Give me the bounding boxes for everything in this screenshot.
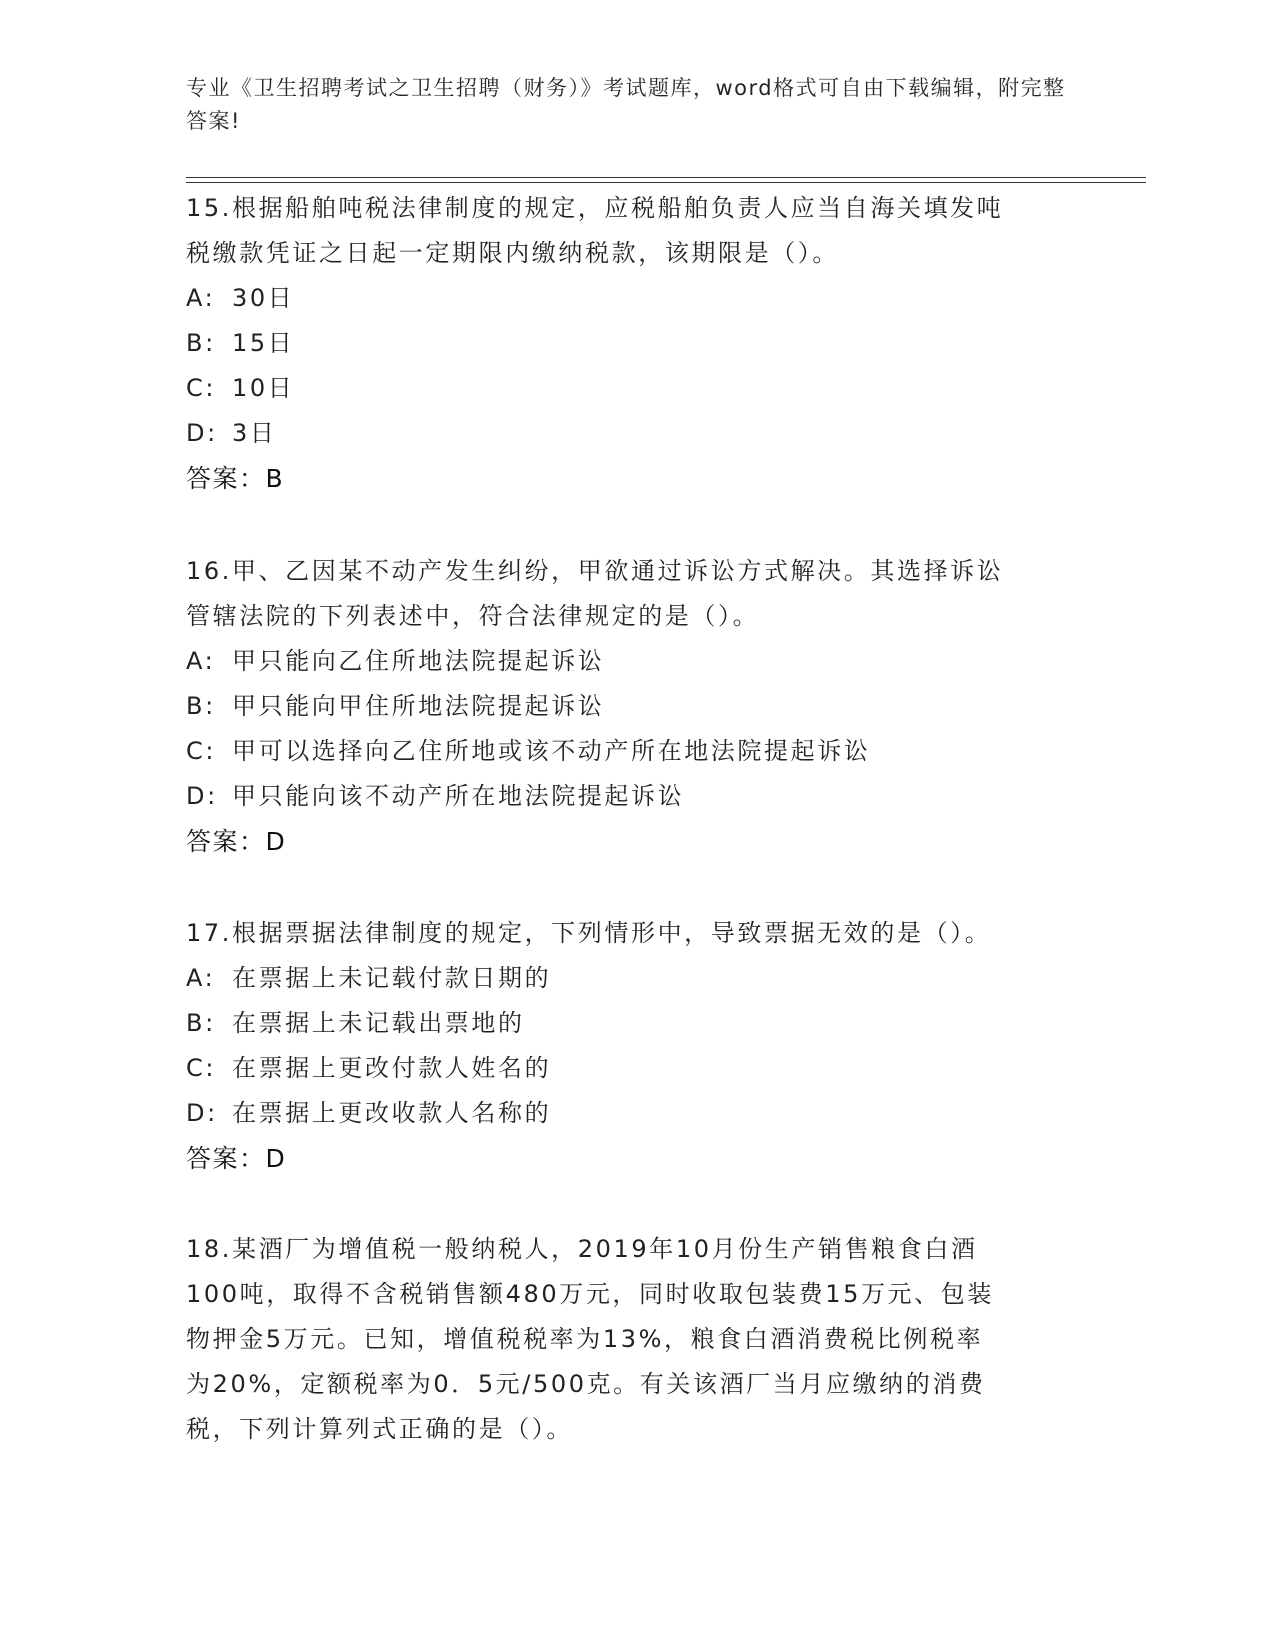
question-18 (186, 1227, 1066, 1452)
question-stem-line: 物押金5万元。已知，增值税税率为13%，粮食白酒消费税比例税率 (186, 1325, 984, 1353)
question-stem-line: 管辖法院的下列表述中，符合法律规定的是（）。 (186, 602, 760, 630)
question-stem-line: 税，下列计算列式正确的是（）。 (186, 1415, 573, 1443)
question-stem-line: 100吨，取得不含税销售额480万元，同时收取包装费15万元、包装 (186, 1280, 994, 1308)
option-letter: A: (186, 964, 216, 992)
option-a (186, 276, 1066, 321)
question-stem-line: 为20%，定额税率为0．5元/500克。有关该酒厂当月应缴纳的消费 (186, 1370, 986, 1398)
option-b (186, 1001, 1066, 1046)
answer-line: 答案：D (186, 827, 287, 856)
option-letter: D: (186, 419, 218, 447)
option-a (186, 956, 1066, 1001)
option-text: 3日 (232, 419, 277, 447)
question-15 (186, 186, 1066, 502)
option-letter: B: (186, 1009, 216, 1037)
option-letter: C: (186, 737, 217, 765)
option-letter: D: (186, 1099, 218, 1127)
option-list (186, 276, 1066, 456)
option-d (186, 1091, 1066, 1136)
question-17 (186, 911, 1066, 1182)
option-text: 在票据上未记载付款日期的 (232, 964, 552, 992)
option-b (186, 321, 1066, 366)
option-text: 10日 (232, 374, 295, 402)
option-c (186, 729, 1066, 774)
option-letter: A: (186, 284, 216, 312)
option-text: 甲可以选择向乙住所地或该不动产所在地法院提起诉讼 (232, 737, 871, 765)
option-c (186, 1046, 1066, 1091)
option-b (186, 684, 1066, 729)
header-divider-top (186, 177, 1146, 178)
option-letter: A: (186, 647, 216, 675)
option-text: 15日 (232, 329, 295, 357)
option-d (186, 774, 1066, 819)
option-letter: C: (186, 1054, 217, 1082)
option-letter: B: (186, 329, 216, 357)
question-stem-line: 17.根据票据法律制度的规定，下列情形中，导致票据无效的是（）。 (186, 919, 992, 947)
option-c (186, 366, 1066, 411)
question-stem-line: 16.甲、乙因某不动产发生纠纷，甲欲通过诉讼方式解决。其选择诉讼 (186, 557, 1004, 585)
option-text: 30日 (232, 284, 295, 312)
question-stem-line: 18.某酒厂为增值税一般纳税人，2019年10月份生产销售粮食白酒 (186, 1235, 978, 1263)
option-text: 甲只能向甲住所地法院提起诉讼 (232, 692, 605, 720)
option-d (186, 411, 1066, 456)
option-list (186, 956, 1066, 1136)
option-a (186, 639, 1066, 684)
answer-line: 答案：B (186, 464, 285, 493)
option-text: 在票据上更改付款人姓名的 (232, 1054, 552, 1082)
option-text: 甲只能向该不动产所在地法院提起诉讼 (232, 782, 685, 810)
option-text: 在票据上未记载出票地的 (232, 1009, 525, 1037)
question-stem-line: 15.根据船舶吨税法律制度的规定，应税船舶负责人应当自海关填发吨 (186, 194, 1004, 222)
option-list (186, 639, 1066, 819)
question-16 (186, 549, 1066, 865)
question-stem-line: 税缴款凭证之日起一定期限内缴纳税款，该期限是（）。 (186, 239, 839, 267)
option-letter: B: (186, 692, 216, 720)
option-text: 在票据上更改收款人名称的 (232, 1099, 552, 1127)
document-header: 专业《卫生招聘考试之卫生招聘（财务）》考试题库，word格式可自由下载编辑，附完整答案! (186, 76, 1066, 133)
option-letter: C: (186, 374, 217, 402)
option-letter: D: (186, 782, 218, 810)
answer-line: 答案：D (186, 1144, 287, 1173)
header-divider-bottom (186, 182, 1146, 183)
option-text: 甲只能向乙住所地法院提起诉讼 (232, 647, 605, 675)
